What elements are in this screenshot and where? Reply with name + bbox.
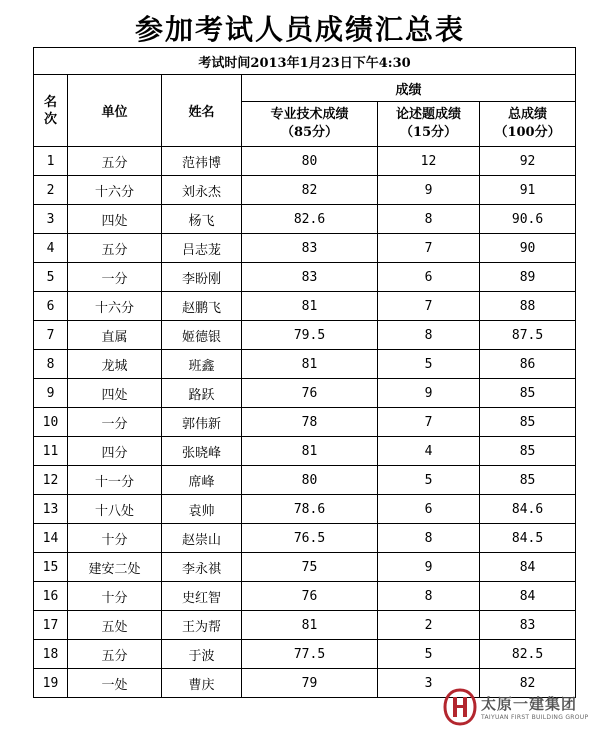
table-row [34, 495, 576, 524]
essay-score-cell: 5 [378, 466, 480, 495]
total-score-cell: 85 [480, 408, 576, 437]
rank-cell: 9 [34, 379, 68, 408]
unit-cell: 十六分 [68, 292, 162, 321]
essay-score-cell: 9 [378, 553, 480, 582]
essay-score-cell: 12 [378, 147, 480, 176]
name-cell: 袁帅 [162, 495, 242, 524]
unit-cell: 五分 [68, 147, 162, 176]
unit-cell: 一分 [68, 263, 162, 292]
essay-score-cell: 7 [378, 234, 480, 263]
tech-score-cell: 78 [242, 408, 378, 437]
table-row [34, 350, 576, 379]
name-cell: 赵崇山 [162, 524, 242, 553]
tech-score-cell: 80 [242, 147, 378, 176]
table-row [34, 234, 576, 263]
unit-cell: 十八处 [68, 495, 162, 524]
table-row [34, 292, 576, 321]
company-name-en: TAIYUAN FIRST BUILDING GROUP [481, 714, 589, 721]
tech-score-cell: 75 [242, 553, 378, 582]
total-score-points: （100分） [494, 125, 561, 140]
rank-header-label: 名次 [43, 94, 57, 127]
name-cell: 王为帮 [162, 611, 242, 640]
page-title: 参加考试人员成绩汇总表 [134, 13, 465, 46]
total-score-cell: 85 [480, 437, 576, 466]
unit-cell: 一分 [68, 408, 162, 437]
tech-score-cell: 82.6 [242, 205, 378, 234]
tech-score-cell: 76 [242, 379, 378, 408]
company-name-cn: 太原一建集团 [481, 695, 578, 713]
rank-cell: 18 [34, 640, 68, 669]
name-cell: 张晓峰 [162, 437, 242, 466]
tech-score-cell: 78.6 [242, 495, 378, 524]
unit-cell: 直属 [68, 321, 162, 350]
name-cell: 李盼刚 [162, 263, 242, 292]
rank-cell: 19 [34, 669, 68, 698]
name-cell: 郭伟新 [162, 408, 242, 437]
unit-cell: 十分 [68, 524, 162, 553]
essay-score-cell: 6 [378, 263, 480, 292]
unit-cell: 十分 [68, 582, 162, 611]
table-row [34, 582, 576, 611]
tech-score-cell: 80 [242, 466, 378, 495]
essay-score-cell: 7 [378, 292, 480, 321]
unit-cell: 四分 [68, 437, 162, 466]
essay-score-cell: 3 [378, 669, 480, 698]
total-score-cell: 85 [480, 379, 576, 408]
essay-score-cell: 6 [378, 495, 480, 524]
table-row [34, 263, 576, 292]
tech-score-cell: 77.5 [242, 640, 378, 669]
tech-score-cell: 83 [242, 263, 378, 292]
name-cell: 曹庆 [162, 669, 242, 698]
name-header: 姓名 [162, 75, 242, 147]
name-cell: 吕志茏 [162, 234, 242, 263]
table-row [34, 524, 576, 553]
rank-cell: 14 [34, 524, 68, 553]
total-score-cell: 84 [480, 582, 576, 611]
unit-cell: 一处 [68, 669, 162, 698]
table-row [34, 553, 576, 582]
rank-cell: 5 [34, 263, 68, 292]
rank-cell: 13 [34, 495, 68, 524]
total-score-cell: 83 [480, 611, 576, 640]
company-logo-icon [443, 688, 477, 726]
total-score-label: 总成绩 [508, 107, 548, 122]
tech-score-cell: 79.5 [242, 321, 378, 350]
essay-score-cell: 7 [378, 408, 480, 437]
name-cell: 史红智 [162, 582, 242, 611]
name-cell: 杨飞 [162, 205, 242, 234]
essay-score-cell: 8 [378, 524, 480, 553]
tech-score-cell: 76 [242, 582, 378, 611]
rank-cell: 17 [34, 611, 68, 640]
score-table [33, 47, 576, 698]
tech-score-cell: 81 [242, 611, 378, 640]
rank-cell: 6 [34, 292, 68, 321]
rank-cell: 12 [34, 466, 68, 495]
essay-score-cell: 5 [378, 350, 480, 379]
table-row [34, 611, 576, 640]
table-row [34, 379, 576, 408]
total-score-cell: 84.5 [480, 524, 576, 553]
rank-cell: 4 [34, 234, 68, 263]
total-score-cell: 86 [480, 350, 576, 379]
essay-score-header [378, 102, 480, 147]
name-cell: 路跃 [162, 379, 242, 408]
total-score-cell: 88 [480, 292, 576, 321]
total-score-cell: 87.5 [480, 321, 576, 350]
total-score-cell: 91 [480, 176, 576, 205]
rank-cell: 11 [34, 437, 68, 466]
tech-score-cell: 81 [242, 437, 378, 466]
name-cell: 李永祺 [162, 553, 242, 582]
table-row [34, 437, 576, 466]
unit-cell: 龙城 [68, 350, 162, 379]
rank-cell: 3 [34, 205, 68, 234]
company-watermark [443, 684, 599, 730]
essay-score-cell: 9 [378, 379, 480, 408]
unit-cell: 十一分 [68, 466, 162, 495]
table-row [34, 176, 576, 205]
unit-cell: 四处 [68, 379, 162, 408]
name-cell: 于波 [162, 640, 242, 669]
rank-cell: 2 [34, 176, 68, 205]
tech-score-cell: 81 [242, 350, 378, 379]
total-score-cell: 82.5 [480, 640, 576, 669]
score-group-header: 成绩 [242, 75, 576, 102]
unit-cell: 五处 [68, 611, 162, 640]
essay-score-cell: 4 [378, 437, 480, 466]
name-cell: 姬德银 [162, 321, 242, 350]
essay-score-cell: 8 [378, 205, 480, 234]
unit-cell: 五分 [68, 234, 162, 263]
total-score-cell: 90 [480, 234, 576, 263]
table-row [34, 147, 576, 176]
table-row [34, 408, 576, 437]
unit-header: 单位 [68, 75, 162, 147]
name-cell: 席峰 [162, 466, 242, 495]
tech-score-cell: 76.5 [242, 524, 378, 553]
tech-score-cell: 82 [242, 176, 378, 205]
rank-cell: 1 [34, 147, 68, 176]
rank-cell: 7 [34, 321, 68, 350]
essay-score-cell: 8 [378, 321, 480, 350]
essay-score-label: 论述题成绩 [395, 107, 461, 122]
tech-score-label: 专业技术成绩 [270, 107, 349, 122]
tech-score-cell: 81 [242, 292, 378, 321]
total-score-cell: 85 [480, 466, 576, 495]
tech-score-header [242, 102, 378, 147]
table-row [34, 466, 576, 495]
rank-cell: 10 [34, 408, 68, 437]
table-row [34, 321, 576, 350]
total-score-cell: 89 [480, 263, 576, 292]
total-score-header [480, 102, 576, 147]
tech-score-points: （85分） [280, 125, 339, 140]
name-cell: 班鑫 [162, 350, 242, 379]
essay-score-points: （15分） [399, 125, 458, 140]
unit-cell: 四处 [68, 205, 162, 234]
rank-cell: 8 [34, 350, 68, 379]
rank-header [34, 75, 68, 147]
total-score-cell: 84 [480, 553, 576, 582]
essay-score-cell: 2 [378, 611, 480, 640]
unit-cell: 十六分 [68, 176, 162, 205]
tech-score-cell: 79 [242, 669, 378, 698]
rank-cell: 16 [34, 582, 68, 611]
table-row [34, 205, 576, 234]
tech-score-cell: 83 [242, 234, 378, 263]
exam-time: 考试时间2013年1月23日下午4:30 [34, 48, 576, 75]
name-cell: 范祎博 [162, 147, 242, 176]
essay-score-cell: 8 [378, 582, 480, 611]
table-row [34, 640, 576, 669]
essay-score-cell: 5 [378, 640, 480, 669]
unit-cell: 五分 [68, 640, 162, 669]
name-cell: 刘永杰 [162, 176, 242, 205]
total-score-cell: 92 [480, 147, 576, 176]
rank-cell: 15 [34, 553, 68, 582]
essay-score-cell: 9 [378, 176, 480, 205]
name-cell: 赵鹏飞 [162, 292, 242, 321]
total-score-cell: 84.6 [480, 495, 576, 524]
total-score-cell: 82 [480, 669, 576, 698]
unit-cell: 建安二处 [68, 553, 162, 582]
total-score-cell: 90.6 [480, 205, 576, 234]
